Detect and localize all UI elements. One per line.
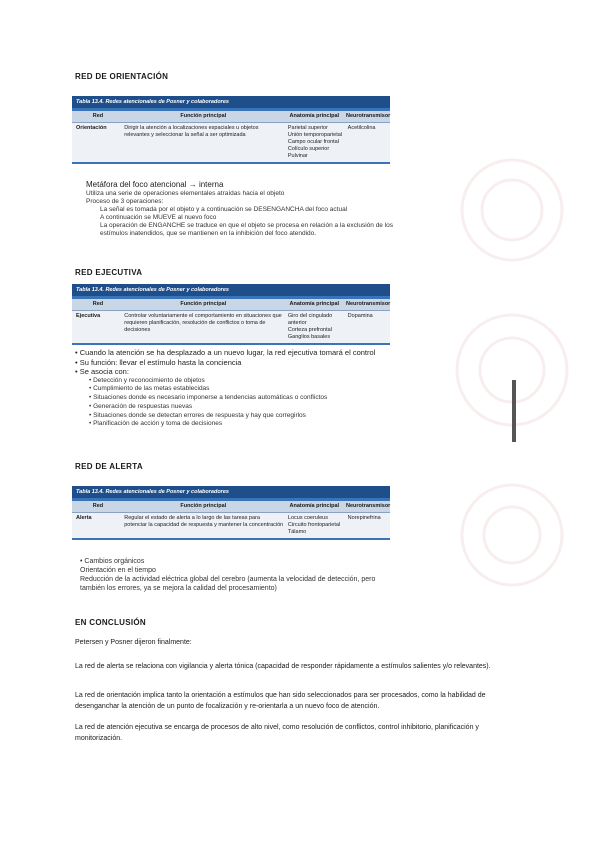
notes-sub: La operación de ENGANCHE se traduce en que el objeto se procesa en relación a la exclusión de los estímulos inatendidos, que se mantienen en la inhibición del foco atendido. <box>100 222 394 237</box>
conclusion-paragraph: La red de alerta se relaciona con vigilancia y alerta tónica (capacidad de responder rápidamente a estímulos salientes y/o relevantes). <box>75 663 491 670</box>
table-title: Tabla 13.4. Redes atencionales de Posner y colaboradores <box>72 486 390 501</box>
anatomia-item: Corteza prefrontal <box>287 327 332 333</box>
notes-title: Metáfora del foco atencional → interna <box>86 180 224 189</box>
table-alerta <box>72 486 390 540</box>
anatomia-item: Locus coeruleus <box>287 515 328 521</box>
table-title: Tabla 13.4. Redes atencionales de Posner y colaboradores <box>72 96 390 111</box>
cell-neuro: Acetilcolina <box>347 125 376 131</box>
alerta-notes <box>80 557 400 593</box>
bullet-subitem: • Generación de respuestas nuevas <box>89 402 193 410</box>
anatomia-item: Tálamo <box>287 529 307 535</box>
section-heading-alerta: RED DE ALERTA <box>75 462 143 471</box>
bullet-subitem: • Planificación de acción y toma de decisiones <box>89 420 223 428</box>
cell-anatomia <box>284 123 344 162</box>
bullet-item: • Se asocia con: <box>75 367 129 376</box>
cell-red: Alerta <box>76 515 92 521</box>
header-red: Red <box>92 301 104 307</box>
bullet-subitem: • Situaciones donde es necesario imponerse a tendencias automáticas o conflictos <box>89 394 328 402</box>
header-red: Red <box>92 503 104 509</box>
header-funcion: Función principal <box>180 301 227 307</box>
cell-funcion: Regular el estado de alerta a lo largo de las tareas para potenciar la capacidad de respuesta y mantener la concentración <box>124 515 284 528</box>
table-header <box>72 111 390 123</box>
bullet-subitem: • Cumplimiento de las metas establecidas <box>89 385 210 393</box>
header-neuro: Neurotransmisor <box>346 503 391 509</box>
header-neuro: Neurotransmisor <box>346 301 391 307</box>
table-row <box>72 513 390 540</box>
cell-funcion: Dirigir la atención a localizaciones espaciales u objetos relevantes y seleccionar la señal a ser optimizada <box>124 125 259 138</box>
header-anatomia: Anatomía principal <box>289 503 340 509</box>
anatomia-item: Circuito frontoparietal <box>287 522 341 528</box>
cell-red: Ejecutiva <box>76 313 101 319</box>
notes-sub: La señal es tomada por el objeto y a continuación se DESENGANCHA del foco actual <box>100 206 348 213</box>
notes-line: Proceso de 3 operaciones: <box>86 198 164 205</box>
ejecutiva-bullets <box>75 348 515 429</box>
section-heading-orientacion: RED DE ORIENTACIÓN <box>75 72 169 81</box>
anatomia-item: Pulvinar <box>287 153 308 159</box>
cell-neuro: Norepinefrina <box>347 515 381 521</box>
image-fragment <box>512 380 516 442</box>
header-neuro: Neurotransmisor <box>346 113 391 119</box>
table-row <box>72 123 390 164</box>
anatomia-item: Campo ocular frontal <box>287 139 339 145</box>
table-orientacion <box>72 96 390 164</box>
header-red: Red <box>92 113 104 119</box>
anatomia-item: Parietal superior <box>287 125 328 131</box>
notes-line: • Cambios orgánicos <box>80 558 145 565</box>
section-heading-conclusion: EN CONCLUSIÓN <box>75 618 147 627</box>
orientacion-notes <box>86 180 396 238</box>
table-ejecutiva <box>72 284 390 345</box>
header-anatomia: Anatomía principal <box>289 113 340 119</box>
notes-sub: A continuación se MUEVE al nuevo foco <box>100 214 217 221</box>
notes-line: Reducción de la actividad eléctrica global del cerebro (aumenta la velocidad de detección, pero también los errores, ya se mejora la calidad del procesamiento) <box>80 576 376 592</box>
section-heading-ejecutiva: RED EJECUTIVA <box>75 268 143 277</box>
bullet-subitem: • Detección y reconocimiento de objetos <box>89 376 205 384</box>
table-title: Tabla 13.4. Redes atencionales de Posner y colaboradores <box>72 284 390 299</box>
conclusion-paragraph: La red de orientación implica tanto la orientación a estímulos que han sido seleccionados para ser procesados, como la habilidad de desenganchar la atención de un punto de focalización y re-orientarla a un nuevo foco de atención. <box>75 692 486 710</box>
header-funcion: Función principal <box>180 113 227 119</box>
table-header <box>72 299 390 311</box>
anatomia-item: Unión temporoparietal <box>287 132 343 138</box>
conclusion-paragraph: La red de atención ejecutiva se encarga de procesos de alto nivel, como resolución de conflictos, control inhibitorio, planificación y monitorización. <box>75 724 479 742</box>
cell-anatomia <box>284 311 344 343</box>
header-funcion: Función principal <box>180 503 227 509</box>
anatomia-item: Giro del cingulado anterior <box>287 313 333 326</box>
conclusion-intro: Petersen y Posner dijeron finalmente: <box>75 639 192 646</box>
bullet-item: • Cuando la atención se ha desplazado a un nuevo lugar, la red ejecutiva tomará el control <box>75 348 376 357</box>
table-header <box>72 501 390 513</box>
cell-red: Orientación <box>76 125 107 131</box>
anatomia-item: Ganglios basales <box>287 334 331 340</box>
cell-neuro: Dopamina <box>347 313 373 319</box>
anatomia-item: Colículo superior <box>287 146 330 152</box>
notes-line: Utiliza una serie de operaciones elementales atraídas hacia el objeto <box>86 190 285 197</box>
cell-anatomia <box>284 513 344 538</box>
cell-funcion: Controlar voluntariamente el comportamiento en situaciones que requieren planificación, resolución de conflictos o toma de decisiones <box>124 313 282 333</box>
bullet-item: • Su función: llevar el estímulo hasta la conciencia <box>75 357 242 367</box>
header-anatomia: Anatomía principal <box>289 301 340 307</box>
bullet-subitem: • Situaciones donde se detectan errores de respuesta y hay que corregirlos <box>89 411 306 419</box>
table-row <box>72 311 390 345</box>
notes-line: Orientación en el tiempo <box>80 567 156 574</box>
